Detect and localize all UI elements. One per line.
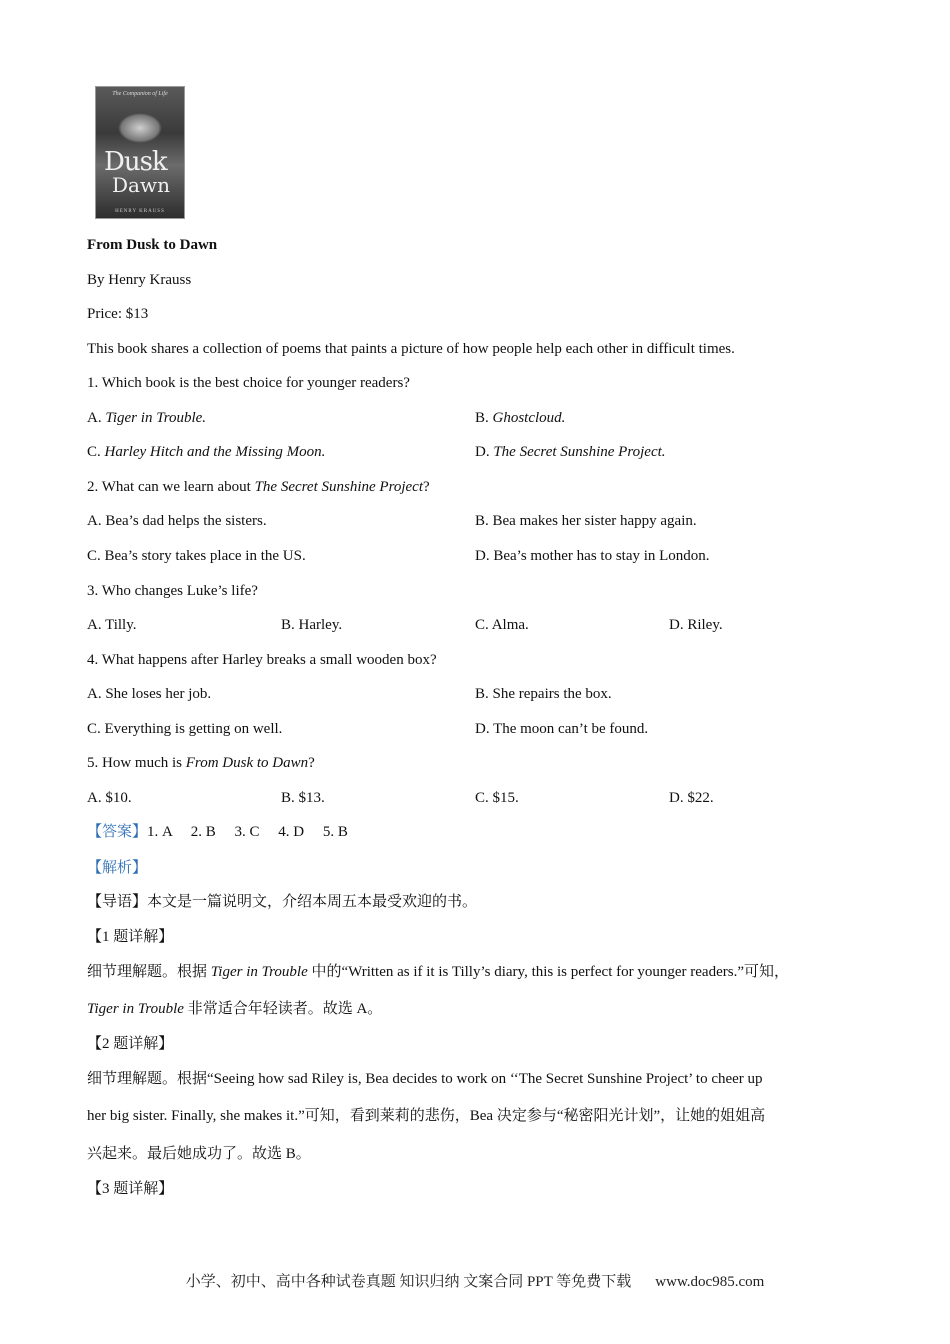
question-1-text: 1. Which book is the best choice for younger readers? bbox=[87, 375, 410, 391]
q2-detail-line3: 兴起来。最后她成功了。故选 B。 bbox=[87, 1146, 311, 1162]
q2-option-c bbox=[87, 546, 306, 566]
option-letter: C. bbox=[87, 721, 105, 737]
q1-detail-text: 非常适合年轻读者。故选 A。 bbox=[183, 1001, 383, 1017]
question-4 bbox=[87, 650, 437, 670]
book-description: This book shares a collection of poems that paints a picture of how people help each other in difficult times. bbox=[87, 341, 735, 357]
q2-option-d bbox=[475, 546, 710, 566]
book-price: Price: $13 bbox=[87, 306, 149, 322]
option-letter: D. bbox=[475, 444, 494, 460]
option-letter: C. bbox=[87, 444, 105, 460]
q3-option-d bbox=[669, 615, 723, 635]
q2-detail-line1: 细节理解题。根据“Seeing how sad Riley is, Bea decides to work on ‘‘The Secret Sunshine Project’ to cheer up bbox=[87, 1071, 763, 1087]
option-letter: B. bbox=[281, 617, 299, 633]
q2-detail-line2: her big sister. Finally, she makes it.”可知，看到莱莉的悲伤，Bea 决定参与“秘密阳光计划”，让她的姐姐高 bbox=[87, 1108, 766, 1124]
answer-text: 1. A 2. B 3. C 4. D 5. B bbox=[147, 824, 348, 840]
option-text: Bea makes her sister happy again. bbox=[492, 513, 697, 529]
q5-option-b bbox=[281, 788, 325, 808]
q1-detail-italic: Tiger in Trouble bbox=[210, 964, 308, 980]
option-text: Everything is getting on well. bbox=[104, 721, 283, 737]
option-letter: A. bbox=[87, 617, 106, 633]
q1-detail-line2 bbox=[87, 999, 382, 1019]
analysis-intro: 【导语】本文是一篇说明文，介绍本周五本最受欢迎的书。 bbox=[87, 894, 478, 910]
cover-top-text: The Companion of Life bbox=[112, 91, 168, 97]
option-text: Bea’s mother has to stay in London. bbox=[493, 548, 710, 564]
q5-option-d bbox=[669, 788, 714, 808]
q4-option-c bbox=[87, 719, 282, 739]
q2-option-b bbox=[475, 511, 697, 531]
q5-option-c bbox=[475, 788, 519, 808]
q3-detail-heading: 【3 题详解】 bbox=[87, 1181, 174, 1197]
option-letter: D. bbox=[475, 548, 494, 564]
book-title: From Dusk to Dawn bbox=[87, 237, 218, 253]
q4-option-a bbox=[87, 684, 211, 704]
option-text: $13. bbox=[298, 790, 325, 806]
option-text: $22. bbox=[687, 790, 714, 806]
q4-option-b bbox=[475, 684, 612, 704]
option-text: The Secret Sunshine Project. bbox=[493, 444, 666, 460]
cover-title-line2: Dawn bbox=[112, 173, 170, 197]
option-text: Harley Hitch and the Missing Moon. bbox=[104, 444, 326, 460]
option-letter: A. bbox=[87, 410, 106, 426]
option-text: Alma. bbox=[491, 617, 529, 633]
q4-option-d bbox=[475, 719, 648, 739]
answer-line bbox=[87, 822, 348, 842]
option-letter: D. bbox=[669, 790, 688, 806]
option-text: Tilly. bbox=[105, 617, 137, 633]
cover-author: HENRY KRAUSS bbox=[115, 209, 165, 214]
option-text: Bea’s story takes place in the US. bbox=[104, 548, 306, 564]
option-text: Harley. bbox=[298, 617, 343, 633]
option-letter: A. bbox=[87, 513, 106, 529]
question-5-italic: From Dusk to Dawn bbox=[185, 755, 309, 771]
q3-option-a bbox=[87, 615, 136, 635]
q1-option-d bbox=[475, 442, 666, 462]
option-letter: B. bbox=[281, 790, 299, 806]
question-2-suffix: ? bbox=[423, 479, 430, 495]
option-text: She repairs the box. bbox=[492, 686, 612, 702]
question-5 bbox=[87, 753, 315, 773]
option-letter: A. bbox=[87, 686, 106, 702]
q1-detail-line1 bbox=[87, 962, 789, 982]
book-cover-image bbox=[95, 86, 185, 219]
q1-option-b bbox=[475, 408, 565, 428]
q3-option-c bbox=[475, 615, 529, 635]
question-3 bbox=[87, 581, 258, 601]
option-letter: B. bbox=[475, 410, 493, 426]
option-text: She loses her job. bbox=[105, 686, 212, 702]
question-2 bbox=[87, 477, 430, 497]
analysis-label: 【解析】 bbox=[87, 860, 148, 876]
q1-option-c bbox=[87, 442, 325, 462]
option-letter: D. bbox=[475, 721, 494, 737]
q1-detail-text: 中的“Written as if it is Tilly’s diary, this is perfect for younger readers.”可知， bbox=[307, 964, 789, 980]
option-text: $10. bbox=[105, 790, 132, 806]
page-footer bbox=[0, 1270, 950, 1291]
cover-ship-illustration bbox=[118, 113, 162, 143]
option-letter: C. bbox=[475, 790, 493, 806]
option-text: Riley. bbox=[687, 617, 723, 633]
option-letter: A. bbox=[87, 790, 106, 806]
option-letter: B. bbox=[475, 513, 493, 529]
q3-option-b bbox=[281, 615, 342, 635]
option-letter: B. bbox=[475, 686, 493, 702]
question-4-text: 4. What happens after Harley breaks a small wooden box? bbox=[87, 652, 437, 668]
option-text: The moon can’t be found. bbox=[493, 721, 649, 737]
question-3-text: 3. Who changes Luke’s life? bbox=[87, 583, 258, 599]
question-2-prefix: 2. What can we learn about bbox=[87, 479, 255, 495]
option-text: Ghostcloud. bbox=[492, 410, 566, 426]
q2-option-a bbox=[87, 511, 267, 531]
option-text: Tiger in Trouble. bbox=[105, 410, 207, 426]
question-2-italic: The Secret Sunshine Project bbox=[254, 479, 424, 495]
q2-detail-heading: 【2 题详解】 bbox=[87, 1036, 174, 1052]
option-letter: D. bbox=[669, 617, 688, 633]
footer-text: 小学、初中、高中各种试卷真题 知识归纳 文案合同 PPT 等免费下载 bbox=[185, 1274, 632, 1290]
book-author: By Henry Krauss bbox=[87, 272, 192, 288]
question-1 bbox=[87, 373, 410, 393]
q1-detail-text: 细节理解题。根据 bbox=[87, 964, 211, 980]
q5-option-a bbox=[87, 788, 132, 808]
question-5-suffix: ? bbox=[308, 755, 315, 771]
option-letter: C. bbox=[87, 548, 105, 564]
question-5-prefix: 5. How much is bbox=[87, 755, 186, 771]
q1-option-a bbox=[87, 408, 206, 428]
option-text: $15. bbox=[492, 790, 519, 806]
answer-label: 【答案】 bbox=[87, 824, 148, 840]
footer-url: www.doc985.com bbox=[655, 1274, 765, 1290]
q1-detail-heading: 【1 题详解】 bbox=[87, 929, 174, 945]
option-letter: C. bbox=[475, 617, 492, 633]
option-text: Bea’s dad helps the sisters. bbox=[105, 513, 267, 529]
cover-title-line1: Dusk bbox=[104, 147, 167, 177]
q1-detail-italic: Tiger in Trouble bbox=[87, 1001, 184, 1017]
